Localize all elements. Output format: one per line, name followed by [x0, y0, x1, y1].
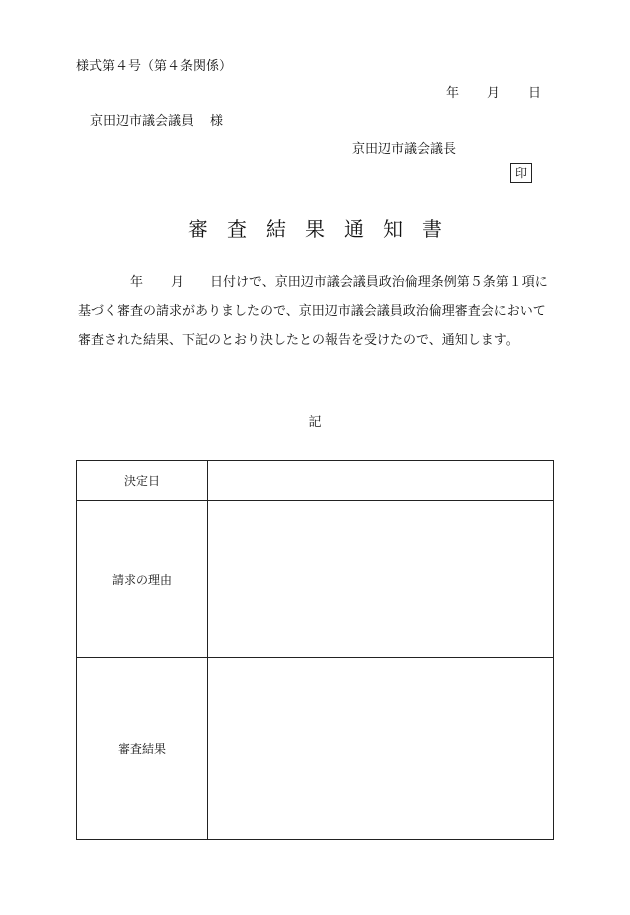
body-year: 年: [130, 275, 144, 290]
table-row-review-result: [77, 658, 554, 840]
review-result-label: 審査結果: [77, 658, 208, 840]
date-line: [446, 82, 541, 101]
recipient-name: 京田辺市議会議員: [90, 114, 195, 129]
date-year: 年: [446, 86, 460, 101]
request-reason-label: 請求の理由: [77, 501, 208, 658]
decision-date-field[interactable]: [208, 461, 554, 501]
recipient: [90, 110, 223, 129]
date-day: 日: [528, 86, 542, 101]
body-month: 月: [171, 275, 185, 290]
decision-date-label: 決定日: [77, 461, 208, 501]
recipient-honorific: 様: [210, 114, 224, 129]
record-heading: 記: [308, 415, 322, 430]
review-result-field[interactable]: [208, 658, 554, 840]
document-title: 審査結果通知書: [188, 217, 461, 241]
table-row-decision-date: [77, 461, 554, 501]
detail-table: [76, 460, 554, 840]
body-text: 日付けで、京田辺市議会議員政治倫理条例第５条第１項に基づく審査の請求がありましたので、京田辺市議会議員政治倫理審査会において審査された結果、下記のとおり決したとの報告を受けたので、通知します。: [78, 275, 548, 348]
date-month: 月: [487, 86, 501, 101]
form-number: 様式第４号（第４条関係）: [76, 59, 233, 74]
table-row-request-reason: [77, 501, 554, 658]
body-paragraph: [78, 268, 556, 355]
sender-name: 京田辺市議会議長: [352, 142, 457, 157]
seal-box: 印: [510, 163, 532, 183]
request-reason-field[interactable]: [208, 501, 554, 658]
